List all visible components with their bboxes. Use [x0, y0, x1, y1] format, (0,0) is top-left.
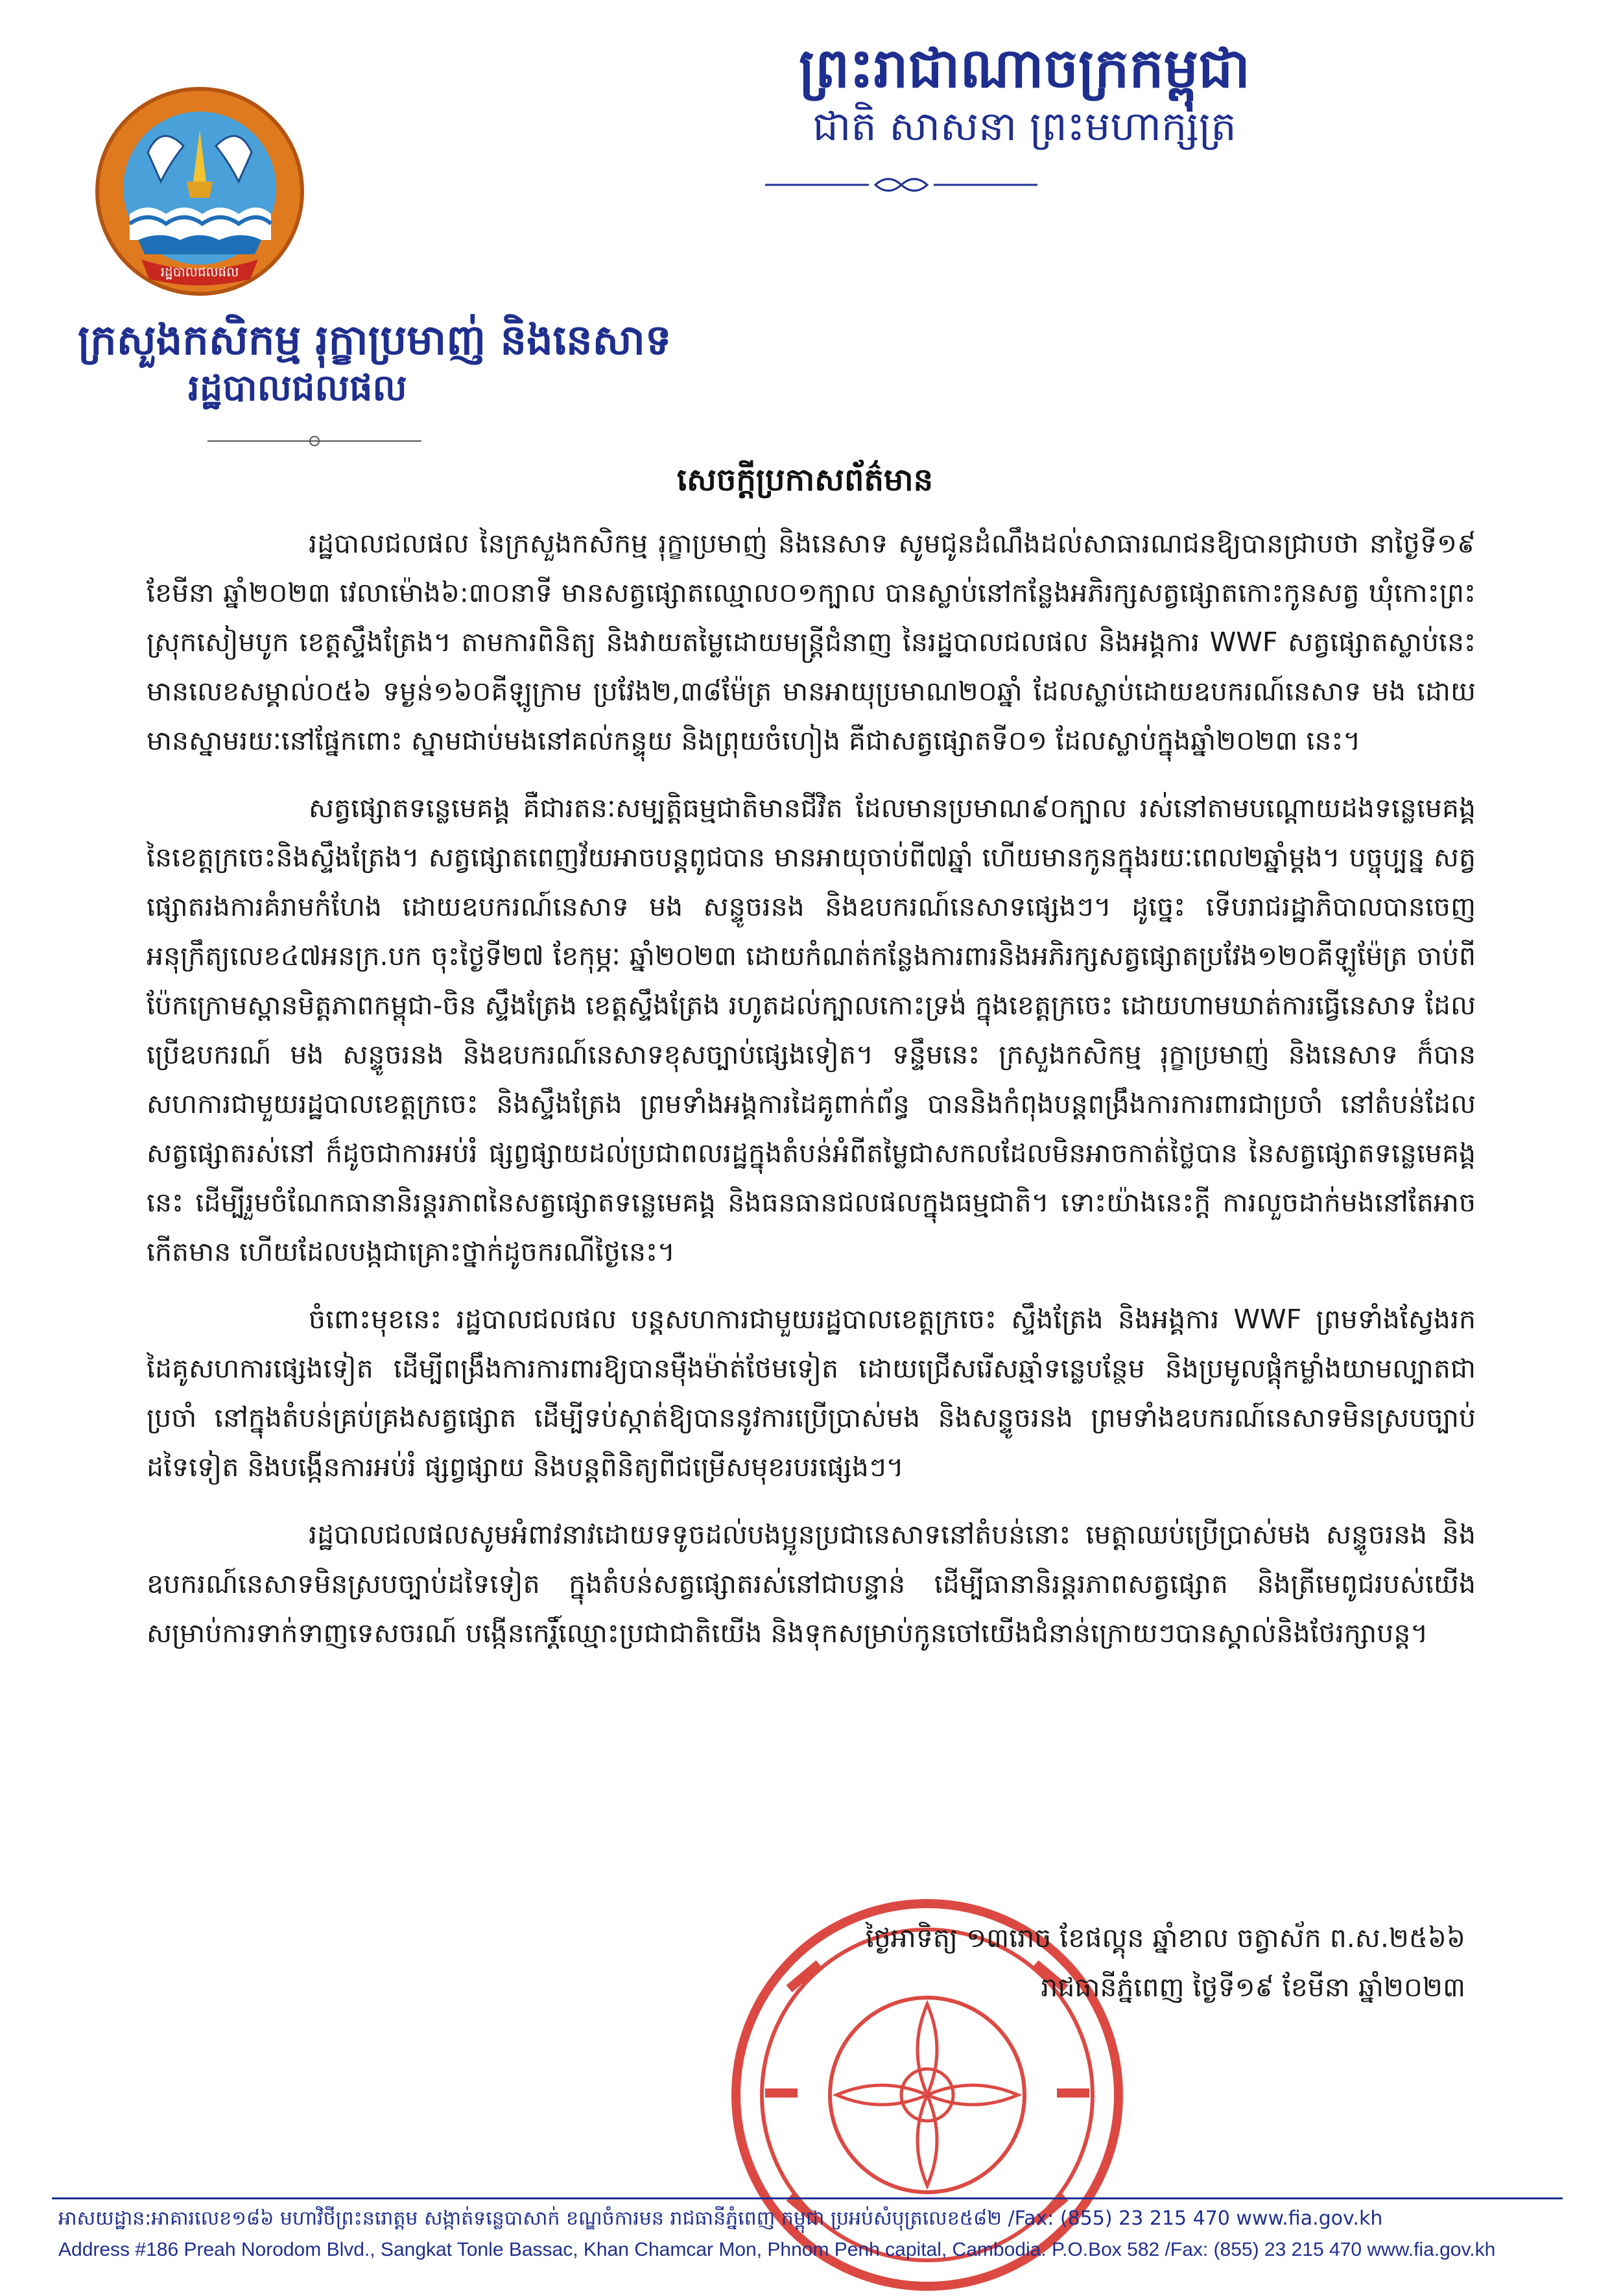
- logo-text: រដ្ឋបាលជលផល: [160, 264, 239, 280]
- fisheries-logo: [89, 84, 310, 305]
- national-motto: ជាតិ សាសនា ព្រះមហាក្សត្រ: [812, 102, 1237, 150]
- paragraph: រដ្ឋបាលជលផល នៃក្រសួងកសិកម្ម រុក្ខាប្រមាញ់ និងនេសាទ សូមជូនដំណឹងដល់សាធារណជនឱ្យបានជ្រាបថា នាថ្ងៃទី១៩ ខែមីនា ឆ្នាំ២០២៣ វេលាម៉ោង៦:៣០នាទី មានសត្វផ្សោតឈ្មោល០១ក្បាល បានស្លាប់នៅកន្លែងអភិរក្សសត្វផ្សោតកោះកូនសត្វ ឃុំកោះព្រះ ស្រុកសៀមបូក ខេត្តស្ទឹងត្រែង។ តាមការពិនិត្យ និងវាយតម្លៃដោយមន្ត្រីជំនាញ នៃរដ្ឋបាលជលផល និងអង្គការ WWF សត្វផ្សោតស្លាប់នេះ មានលេខសម្គាល់០៥៦ ទម្ងន់១៦០គីឡូក្រាម ប្រវែង២,៣៨ម៉ែត្រ មានអាយុប្រមាណ២០ឆ្នាំ ដែលស្លាប់ដោយឧបករណ៍នេសាទ មង ដោយមានស្នាមរយៈនៅផ្នែកពោះ ស្នាមជាប់មងនៅគល់កន្ទុយ និងព្រុយចំហៀង គឺជាសត្វផ្សោតទី០១ ដែលស្លាប់ក្នុងឆ្នាំ២០២៣ នេះ។: [147, 528, 1476, 756]
- ornament-divider: [765, 172, 1037, 198]
- footer-divider: [52, 2197, 1563, 2199]
- paragraph: រដ្ឋបាលជលផលសូមអំពាវនាវដោយទទូចដល់បងប្អូនប្រជានេសាទនៅតំបន់នោះ មេត្តាឈប់ប្រើប្រាស់មង សន្ទូចរនង និងឧបករណ៍នេសាទមិនស្របច្បាប់ដទៃទៀត ក្នុងតំបន់សត្វផ្សោតរស់នៅជាបន្ទាន់ ដើម្បីធានានិរន្តរភាពសត្វផ្សោត និងត្រីមេពូជរបស់យើង សម្រាប់ការទាក់ទាញទេសចរណ៍ បង្កើនកេរ្តិ៍ឈ្មោះប្រជាជាតិយើង និងទុកសម្រាប់កូនចៅយើងជំនាន់ក្រោយៗបានស្គាល់និងថែរក្សាបន្ត។: [147, 1519, 1476, 1649]
- document-body: [147, 519, 1476, 1676]
- lunar-date: ថ្ងៃអាទិត្យ ១៣រោច ខែផល្គុន ឆ្នាំខាល ចត្វាស័ក ព.ស.២៥៦៦: [865, 1922, 1465, 1954]
- solar-date: រាជធានីភ្នំពេញ ថ្ងៃទី១៩ ខែមីនា ឆ្នាំ២០២៣: [1041, 1972, 1465, 2003]
- administration-name: រដ្ឋបាលជលផល: [188, 366, 407, 409]
- kingdom-title: ព្រះរាជាណាចក្រកម្ពុជា: [798, 36, 1251, 100]
- footer-address-khmer: អាសយដ្ឋាន:អាគារលេខ១៨៦ មហាវិថីព្រះនរោត្តម សង្កាត់ទន្លេបាសាក់ ខណ្ឌចំការមន រាជធានីភ្នំពេញ កម្ពុជា ប្រអប់សំបុត្រលេខ៥៨២ /Fax: (855) 23 215 470 www.fia.gov.kh: [58, 2207, 1383, 2230]
- signature-date-block: [713, 1913, 1465, 2012]
- document-title: សេចក្តីប្រកាសព័ត៌មាន: [676, 462, 934, 498]
- ornament-divider: [207, 431, 421, 451]
- ministry-name: ក្រសួងកសិកម្ម រុក្ខាប្រមាញ់ និងនេសាទ: [78, 316, 672, 365]
- paragraph: សត្វផ្សោតទន្លេមេគង្គ គឺជារតនៈសម្បត្តិធម្មជាតិមានជីវិត ដែលមានប្រមាណ៩០ក្បាល រស់នៅតាមបណ្តោយដងទន្លេមេគង្គ នៃខេត្តក្រចេះនិងស្ទឹងត្រែង។ សត្វផ្សោតពេញវ័យអាចបន្តពូជបាន មានអាយុចាប់ពី៧ឆ្នាំ ហើយមានកូនក្នុងរយៈពេល២ឆ្នាំម្តង។ បច្ចុប្បន្ន សត្វផ្សោតរងការគំរាមកំហែង ដោយឧបករណ៍នេសាទ មង សន្ទូចរនង និងឧបករណ៍នេសាទផ្សេងៗ។ ដូច្នេះ ទើបរាជរដ្ឋាភិបាលបានចេញអនុក្រឹត្យលេខ៤៧អនក្រ.បក ចុះថ្ងៃទី២៧ ខែកុម្ភៈ ឆ្នាំ២០២៣ ដោយកំណត់កន្លែងការពារនិងអភិរក្សសត្វផ្សោតប្រវែង១២០គីឡូម៉ែត្រ ចាប់ពីប៉ែកក្រោមស្ពានមិត្តភាពកម្ពុជា-ចិន ស្ទឹងត្រែង ខេត្តស្ទឹងត្រែង រហូតដល់ក្បាលកោះទ្រង់ ក្នុងខេត្តក្រចេះ ដោយហាមឃាត់ការធ្វើនេសាទ ដែលប្រើឧបករណ៍ មង សន្ទូចរនង និងឧបករណ៍នេសាទខុសច្បាប់ផ្សេងទៀត។ ទន្ទឹមនេះ ក្រសួងកសិកម្ម រុក្ខាប្រមាញ់ និងនេសាទ ក៏បានសហការជាមួយរដ្ឋបាលខេត្តក្រចេះ និងស្ទឹងត្រែង ព្រមទាំងអង្គការដៃគូពាក់ព័ន្ធ បាននិងកំពុងបន្តពង្រឹងការការពារជាប្រចាំ នៅតំបន់ដែលសត្វផ្សោតរស់នៅ ក៏ដូចជាការអប់រំ ផ្សព្វផ្សាយដល់ប្រជាពលរដ្ឋក្នុងតំបន់អំពីតម្លៃជាសកលដែលមិនអាចកាត់ថ្លៃបាន នៃសត្វផ្សោតទន្លេមេគង្គនេះ ដើម្បីរួមចំណែកធានានិរន្តរភាពនៃសត្វផ្សោតទន្លេមេគង្គ និងធនធានជលផលក្នុងធម្មជាតិ។ ទោះយ៉ាងនេះក្តី ការលួចដាក់មងនៅតែអាចកើតមាន ហើយដែលបង្កជាគ្រោះថ្នាក់ដូចករណីថ្ងៃនេះ។: [147, 793, 1476, 1267]
- footer-address-english: Address #186 Preah Norodom Blvd., Sangkat Tonle Bassac, Khan Chamcar Mon, Phnom Penh capital, Cambodia. P.O.Box 582 /Fax: (855) 23 215 470 www.fia.gov.kh: [58, 2239, 1496, 2260]
- paragraph: ចំពោះមុខនេះ រដ្ឋបាលជលផល បន្តសហការជាមួយរដ្ឋបាលខេត្តក្រចេះ ស្ទឹងត្រែង និងអង្គការ WWF ព្រមទាំងស្វែងរកដៃគូសហការផ្សេងទៀត ដើម្បីពង្រឹងការការពារឱ្យបានម៉ឺងម៉ាត់ថែមទៀត ដោយជ្រើសរើសឆ្មាំទន្លេបន្ថែម និងប្រមូលផ្តុំកម្លាំងយាមល្បាតជាប្រចាំ នៅក្នុងតំបន់គ្រប់គ្រងសត្វផ្សោត ដើម្បីទប់ស្កាត់ឱ្យបាននូវការប្រើប្រាស់មង និងសន្ទូចរនង ព្រមទាំងឧបករណ៍នេសាទមិនស្របច្បាប់ដទៃទៀត និងបង្កើនការអប់រំ ផ្សព្វផ្សាយ និងបន្តពិនិត្យពីជម្រើសមុខរបរផ្សេងៗ។: [147, 1304, 1476, 1483]
